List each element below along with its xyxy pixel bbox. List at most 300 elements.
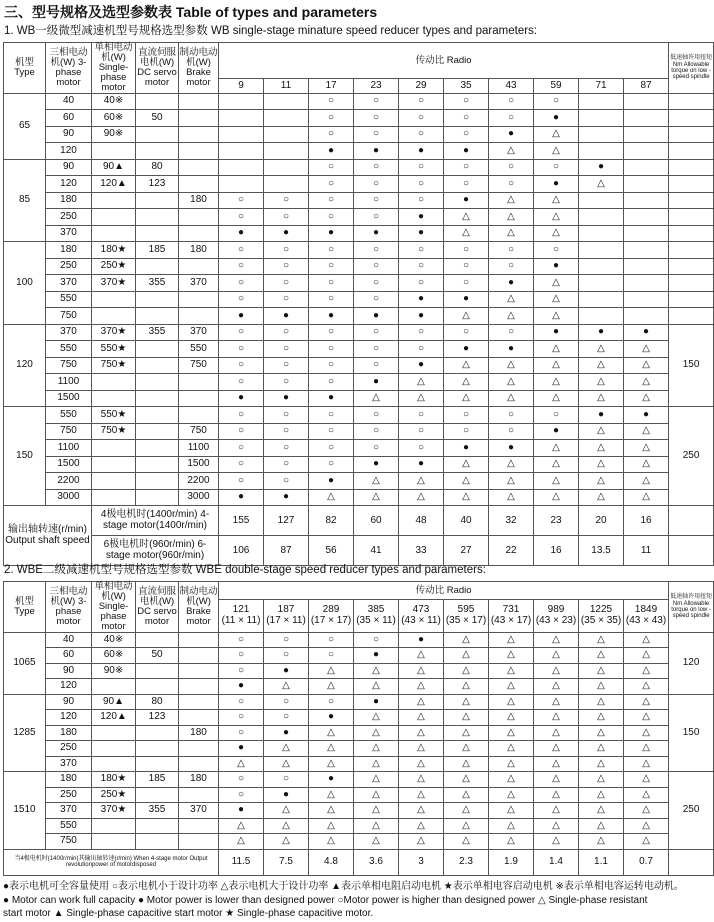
symbol-cell: ○ bbox=[219, 787, 264, 803]
cell-dc-servo bbox=[136, 818, 179, 834]
cell-single-phase bbox=[92, 192, 136, 209]
symbol-cell: ○ bbox=[444, 176, 489, 193]
symbol-cell: △ bbox=[444, 710, 489, 726]
symbol-cell: △ bbox=[354, 473, 399, 490]
symbol-cell: △ bbox=[444, 818, 489, 834]
symbol-cell: △ bbox=[624, 679, 669, 695]
symbol-cell: △ bbox=[579, 176, 624, 193]
ratio-number: 121 bbox=[232, 604, 250, 616]
cell-dc-servo: 80 bbox=[136, 694, 179, 710]
table-row bbox=[4, 275, 714, 292]
ratio-value: 35 bbox=[444, 79, 489, 94]
symbol-cell: △ bbox=[444, 357, 489, 374]
cell-brake bbox=[179, 632, 219, 648]
symbol-cell: ○ bbox=[489, 176, 534, 193]
symbol-cell: △ bbox=[579, 374, 624, 391]
symbol-cell: △ bbox=[579, 818, 624, 834]
symbol-cell: △ bbox=[489, 803, 534, 819]
symbol-cell: ○ bbox=[444, 324, 489, 341]
symbol-cell: △ bbox=[444, 225, 489, 242]
symbol-cell: ○ bbox=[219, 275, 264, 292]
model-type-cell: 65 bbox=[4, 93, 46, 159]
symbol-cell: ● bbox=[399, 308, 444, 325]
symbol-cell: △ bbox=[534, 440, 579, 457]
speed-value: 1.9 bbox=[489, 849, 534, 875]
symbol-cell: ○ bbox=[399, 407, 444, 424]
symbol-cell: △ bbox=[534, 374, 579, 391]
cell-dc-servo bbox=[136, 390, 179, 407]
cell-single-phase: 120▲ bbox=[92, 710, 136, 726]
cell-3-phase: 180 bbox=[46, 725, 92, 741]
cell-dc-servo bbox=[136, 357, 179, 374]
ratio-formula: (11 × 11) bbox=[221, 614, 261, 626]
symbol-cell: △ bbox=[579, 694, 624, 710]
symbol-cell: △ bbox=[624, 390, 669, 407]
symbol-cell: ● bbox=[444, 440, 489, 457]
cell-dc-servo bbox=[136, 489, 179, 506]
symbol-cell: ○ bbox=[354, 291, 399, 308]
symbol-cell: ○ bbox=[354, 341, 399, 358]
symbol-cell: ○ bbox=[219, 473, 264, 490]
symbol-cell: △ bbox=[489, 192, 534, 209]
symbol-cell bbox=[579, 308, 624, 325]
symbol-cell: △ bbox=[354, 803, 399, 819]
cell-brake: 3000 bbox=[179, 489, 219, 506]
torque-cell: 250 bbox=[669, 772, 714, 850]
ratio-value bbox=[264, 600, 309, 633]
symbol-cell: ● bbox=[309, 473, 354, 490]
ratio-value: 71 bbox=[579, 79, 624, 94]
cell-3-phase: 250 bbox=[46, 741, 92, 757]
cell-single-phase bbox=[92, 489, 136, 506]
cell-3-phase: 40 bbox=[46, 93, 92, 110]
symbol-cell: △ bbox=[624, 834, 669, 850]
symbol-cell: △ bbox=[444, 209, 489, 226]
cell-brake bbox=[179, 663, 219, 679]
symbol-cell: ○ bbox=[219, 456, 264, 473]
symbol-cell: ○ bbox=[219, 710, 264, 726]
symbol-cell: ● bbox=[264, 225, 309, 242]
header-dc-servo-motor: 直流伺服电机(W) DC servo motor bbox=[136, 582, 179, 633]
cell-brake bbox=[179, 110, 219, 127]
symbol-cell: ○ bbox=[309, 423, 354, 440]
symbol-cell bbox=[219, 93, 264, 110]
table-row bbox=[4, 663, 714, 679]
cell-dc-servo: 355 bbox=[136, 803, 179, 819]
symbol-cell bbox=[669, 225, 714, 242]
table-row bbox=[4, 242, 714, 259]
ratio-value bbox=[624, 600, 669, 633]
cell-3-phase: 1100 bbox=[46, 374, 92, 391]
speed-value: 7.5 bbox=[264, 849, 309, 875]
symbol-cell: △ bbox=[309, 679, 354, 695]
ratio-value: 59 bbox=[534, 79, 579, 94]
symbol-cell: △ bbox=[354, 818, 399, 834]
symbol-cell: △ bbox=[264, 679, 309, 695]
cell-3-phase: 60 bbox=[46, 110, 92, 127]
speed-value: 1.1 bbox=[579, 849, 624, 875]
cell-brake bbox=[179, 679, 219, 695]
ratio-value: 23 bbox=[354, 79, 399, 94]
table-row bbox=[4, 390, 714, 407]
cell-3-phase: 90 bbox=[46, 663, 92, 679]
symbol-cell: △ bbox=[399, 694, 444, 710]
speed-value: 11 bbox=[624, 536, 669, 566]
cell-single-phase: 250★ bbox=[92, 258, 136, 275]
symbol-cell: △ bbox=[489, 772, 534, 788]
symbol-cell: △ bbox=[579, 357, 624, 374]
cell-brake bbox=[179, 291, 219, 308]
symbol-cell: △ bbox=[624, 423, 669, 440]
cell-dc-servo: 80 bbox=[136, 159, 179, 176]
ratio-formula: (35 × 17) bbox=[445, 614, 487, 626]
symbol-cell: △ bbox=[489, 710, 534, 726]
symbol-cell bbox=[669, 159, 714, 176]
symbol-cell: ○ bbox=[354, 258, 399, 275]
symbol-cell: △ bbox=[579, 787, 624, 803]
cell-3-phase: 60 bbox=[46, 648, 92, 664]
symbol-cell: △ bbox=[354, 787, 399, 803]
symbol-cell: ● bbox=[309, 143, 354, 160]
symbol-cell: ● bbox=[354, 374, 399, 391]
cell-brake bbox=[179, 126, 219, 143]
symbol-cell: ○ bbox=[219, 663, 264, 679]
symbol-cell bbox=[624, 110, 669, 127]
symbol-cell: △ bbox=[534, 663, 579, 679]
ratio-formula: (17 × 17) bbox=[310, 614, 352, 626]
symbol-cell: △ bbox=[624, 456, 669, 473]
cell-dc-servo bbox=[136, 143, 179, 160]
cell-brake bbox=[179, 225, 219, 242]
speed-value: 11.5 bbox=[219, 849, 264, 875]
symbol-cell: △ bbox=[534, 725, 579, 741]
symbol-cell: △ bbox=[624, 694, 669, 710]
symbol-cell: ● bbox=[219, 741, 264, 757]
symbol-cell: ○ bbox=[399, 242, 444, 259]
symbol-cell: ○ bbox=[444, 275, 489, 292]
cell-3-phase: 370 bbox=[46, 225, 92, 242]
symbol-cell: △ bbox=[264, 818, 309, 834]
speed-value: 22 bbox=[489, 536, 534, 566]
table-row bbox=[4, 834, 714, 850]
symbol-cell: △ bbox=[534, 741, 579, 757]
symbol-cell: △ bbox=[489, 473, 534, 490]
cell-dc-servo: 185 bbox=[136, 242, 179, 259]
symbol-cell bbox=[579, 258, 624, 275]
cell-brake bbox=[179, 258, 219, 275]
symbol-cell: △ bbox=[444, 741, 489, 757]
symbol-cell bbox=[264, 176, 309, 193]
symbol-cell: △ bbox=[489, 209, 534, 226]
cell-3-phase: 3000 bbox=[46, 489, 92, 506]
cell-dc-servo: 50 bbox=[136, 648, 179, 664]
symbol-cell: ● bbox=[264, 663, 309, 679]
speed-value: 23 bbox=[534, 506, 579, 536]
cell-dc-servo: 355 bbox=[136, 324, 179, 341]
symbol-cell: △ bbox=[444, 473, 489, 490]
speed-value: 0.7 bbox=[624, 849, 669, 875]
symbol-cell: ○ bbox=[309, 291, 354, 308]
cell-single-phase: 250★ bbox=[92, 787, 136, 803]
symbol-cell: △ bbox=[444, 648, 489, 664]
model-type-cell: 100 bbox=[4, 242, 46, 325]
symbol-cell: △ bbox=[579, 489, 624, 506]
header-ratio: 传动比 Radio bbox=[219, 43, 669, 79]
symbol-cell: △ bbox=[399, 710, 444, 726]
cell-single-phase bbox=[92, 225, 136, 242]
cell-3-phase: 750 bbox=[46, 357, 92, 374]
symbol-cell: ○ bbox=[219, 440, 264, 457]
symbol-cell: ● bbox=[624, 324, 669, 341]
cell-single-phase: 90※ bbox=[92, 126, 136, 143]
symbol-cell: ○ bbox=[219, 632, 264, 648]
speed-value: 4.8 bbox=[309, 849, 354, 875]
symbol-cell: △ bbox=[534, 357, 579, 374]
symbol-cell bbox=[264, 159, 309, 176]
table-row bbox=[4, 374, 714, 391]
symbol-cell: △ bbox=[354, 772, 399, 788]
cell-dc-servo bbox=[136, 291, 179, 308]
table-row bbox=[4, 818, 714, 834]
table-row bbox=[4, 126, 714, 143]
symbol-cell: ○ bbox=[219, 291, 264, 308]
cell-dc-servo bbox=[136, 632, 179, 648]
symbol-cell bbox=[624, 275, 669, 292]
symbol-cell: ○ bbox=[219, 258, 264, 275]
symbol-cell bbox=[669, 209, 714, 226]
symbol-cell: ○ bbox=[264, 407, 309, 424]
symbol-cell: △ bbox=[624, 374, 669, 391]
cell-3-phase: 120 bbox=[46, 176, 92, 193]
table-row bbox=[4, 772, 714, 788]
wb-subtitle: 1. WB一级微型减速机型号规格选型参数 WB single-stage minature speed reducer types and parameters: bbox=[4, 25, 538, 37]
table-row bbox=[4, 694, 714, 710]
symbol-cell: ● bbox=[489, 275, 534, 292]
symbol-cell: △ bbox=[579, 756, 624, 772]
speed-value: 2.3 bbox=[444, 849, 489, 875]
cell-single-phase bbox=[92, 725, 136, 741]
symbol-cell: △ bbox=[579, 440, 624, 457]
symbol-cell: △ bbox=[534, 679, 579, 695]
symbol-cell: ● bbox=[399, 456, 444, 473]
ratio-formula: (43 × 17) bbox=[490, 614, 532, 626]
symbol-cell: △ bbox=[399, 663, 444, 679]
cell-3-phase: 550 bbox=[46, 818, 92, 834]
ratio-formula: (43 × 43) bbox=[625, 614, 667, 626]
symbol-cell: △ bbox=[579, 679, 624, 695]
symbol-cell: △ bbox=[624, 440, 669, 457]
header-torque: 低速轴许用扭矩Nm Allowable torque on low -speed spindle bbox=[669, 582, 714, 633]
symbol-cell: ● bbox=[534, 258, 579, 275]
symbol-cell bbox=[579, 209, 624, 226]
cell-brake bbox=[179, 834, 219, 850]
symbol-cell: ○ bbox=[444, 110, 489, 127]
cell-brake bbox=[179, 710, 219, 726]
cell-brake: 180 bbox=[179, 242, 219, 259]
cell-dc-servo bbox=[136, 258, 179, 275]
symbol-cell bbox=[624, 225, 669, 242]
cell-3-phase: 250 bbox=[46, 258, 92, 275]
cell-single-phase bbox=[92, 741, 136, 757]
cell-dc-servo: 123 bbox=[136, 176, 179, 193]
table-row bbox=[4, 110, 714, 127]
header-type: 机型 Type bbox=[4, 43, 46, 94]
symbol-cell: △ bbox=[534, 275, 579, 292]
symbol-cell: △ bbox=[354, 390, 399, 407]
symbol-cell: ○ bbox=[489, 242, 534, 259]
symbol-cell: ● bbox=[579, 159, 624, 176]
symbol-cell bbox=[264, 126, 309, 143]
symbol-cell: ○ bbox=[309, 110, 354, 127]
symbol-cell: △ bbox=[309, 787, 354, 803]
speed-value: 56 bbox=[309, 536, 354, 566]
cell-3-phase: 180 bbox=[46, 772, 92, 788]
symbol-cell: △ bbox=[489, 663, 534, 679]
symbol-cell: ● bbox=[489, 440, 534, 457]
cell-dc-servo: 50 bbox=[136, 110, 179, 127]
cell-3-phase: 750 bbox=[46, 308, 92, 325]
cell-single-phase: 750★ bbox=[92, 423, 136, 440]
cell-brake bbox=[179, 648, 219, 664]
symbol-cell: ○ bbox=[309, 176, 354, 193]
symbol-cell: △ bbox=[579, 648, 624, 664]
symbol-cell: ● bbox=[399, 225, 444, 242]
cell-3-phase: 1500 bbox=[46, 390, 92, 407]
symbol-cell: ○ bbox=[219, 242, 264, 259]
cell-single-phase: 180★ bbox=[92, 772, 136, 788]
speed-value: 155 bbox=[219, 506, 264, 536]
table-row bbox=[4, 473, 714, 490]
symbol-cell: △ bbox=[489, 456, 534, 473]
symbol-cell: ● bbox=[309, 225, 354, 242]
symbol-cell: △ bbox=[309, 834, 354, 850]
cell-single-phase: 60※ bbox=[92, 648, 136, 664]
symbol-cell: △ bbox=[219, 834, 264, 850]
symbol-cell: △ bbox=[444, 390, 489, 407]
model-type-cell: 85 bbox=[4, 159, 46, 242]
symbol-cell: △ bbox=[444, 308, 489, 325]
symbol-cell: ○ bbox=[309, 275, 354, 292]
symbol-cell: ○ bbox=[219, 209, 264, 226]
symbol-cell: ● bbox=[534, 176, 579, 193]
symbol-cell: ○ bbox=[354, 440, 399, 457]
ratio-value bbox=[219, 600, 264, 633]
ratio-value bbox=[444, 600, 489, 633]
ratio-value: 29 bbox=[399, 79, 444, 94]
cell-3-phase: 250 bbox=[46, 209, 92, 226]
symbol-cell: ○ bbox=[309, 440, 354, 457]
cell-brake bbox=[179, 374, 219, 391]
table-row bbox=[4, 803, 714, 819]
symbol-cell: ● bbox=[264, 390, 309, 407]
symbol-cell: ● bbox=[309, 710, 354, 726]
cell-brake: 750 bbox=[179, 357, 219, 374]
ratio-number: 989 bbox=[547, 604, 565, 616]
symbol-cell: ○ bbox=[399, 423, 444, 440]
cell-brake: 1100 bbox=[179, 440, 219, 457]
symbol-cell: △ bbox=[399, 756, 444, 772]
symbol-cell: △ bbox=[534, 489, 579, 506]
wb-table bbox=[3, 42, 714, 566]
symbol-cell: △ bbox=[399, 803, 444, 819]
symbol-cell: △ bbox=[579, 725, 624, 741]
ratio-value: 9 bbox=[219, 79, 264, 94]
cell-single-phase bbox=[92, 374, 136, 391]
symbol-cell: △ bbox=[354, 725, 399, 741]
symbol-cell: ○ bbox=[309, 258, 354, 275]
speed-value: 32 bbox=[489, 506, 534, 536]
symbol-cell: ○ bbox=[399, 93, 444, 110]
symbol-cell: △ bbox=[444, 772, 489, 788]
symbol-cell: ● bbox=[309, 772, 354, 788]
symbol-cell: ○ bbox=[489, 423, 534, 440]
symbol-cell: △ bbox=[444, 725, 489, 741]
symbol-cell: △ bbox=[534, 390, 579, 407]
symbol-cell: ○ bbox=[264, 258, 309, 275]
speed-value: 16 bbox=[624, 506, 669, 536]
symbol-cell: △ bbox=[534, 834, 579, 850]
symbol-cell: △ bbox=[579, 473, 624, 490]
cell-brake bbox=[179, 818, 219, 834]
ratio-value bbox=[309, 600, 354, 633]
symbol-cell bbox=[624, 209, 669, 226]
cell-3-phase: 750 bbox=[46, 423, 92, 440]
symbol-cell: △ bbox=[489, 489, 534, 506]
symbol-cell: ○ bbox=[399, 159, 444, 176]
symbol-cell: △ bbox=[354, 741, 399, 757]
symbol-cell: ○ bbox=[354, 192, 399, 209]
torque-cell: 250 bbox=[669, 407, 714, 506]
table-row bbox=[4, 756, 714, 772]
symbol-cell: ○ bbox=[309, 341, 354, 358]
symbol-cell bbox=[219, 110, 264, 127]
cell-3-phase: 90 bbox=[46, 126, 92, 143]
symbol-cell: ○ bbox=[354, 93, 399, 110]
ratio-formula: (17 × 11) bbox=[266, 614, 306, 626]
symbol-cell: △ bbox=[624, 818, 669, 834]
ratio-number: 187 bbox=[277, 604, 295, 616]
symbol-cell: ● bbox=[354, 143, 399, 160]
cell-brake: 750 bbox=[179, 423, 219, 440]
cell-dc-servo bbox=[136, 456, 179, 473]
symbol-cell: ● bbox=[219, 803, 264, 819]
cell-3-phase: 1500 bbox=[46, 456, 92, 473]
symbol-cell bbox=[579, 143, 624, 160]
symbol-cell: ○ bbox=[399, 258, 444, 275]
cell-brake: 1500 bbox=[179, 456, 219, 473]
cell-brake bbox=[179, 390, 219, 407]
symbol-cell: △ bbox=[309, 818, 354, 834]
cell-brake bbox=[179, 159, 219, 176]
symbol-cell: ○ bbox=[264, 291, 309, 308]
cell-single-phase: 90※ bbox=[92, 663, 136, 679]
cell-brake bbox=[179, 143, 219, 160]
symbol-cell: △ bbox=[624, 632, 669, 648]
symbol-cell: ● bbox=[534, 110, 579, 127]
ratio-value: 17 bbox=[309, 79, 354, 94]
symbol-cell: △ bbox=[444, 679, 489, 695]
symbol-cell: △ bbox=[624, 648, 669, 664]
cell-single-phase bbox=[92, 209, 136, 226]
symbol-cell: ○ bbox=[219, 407, 264, 424]
symbol-cell: ○ bbox=[219, 423, 264, 440]
symbol-cell: ○ bbox=[309, 324, 354, 341]
symbol-cell: ○ bbox=[309, 694, 354, 710]
symbol-cell: ● bbox=[399, 209, 444, 226]
cell-3-phase: 90 bbox=[46, 159, 92, 176]
symbol-cell: △ bbox=[444, 663, 489, 679]
header-type: 机型 Type bbox=[4, 582, 46, 633]
